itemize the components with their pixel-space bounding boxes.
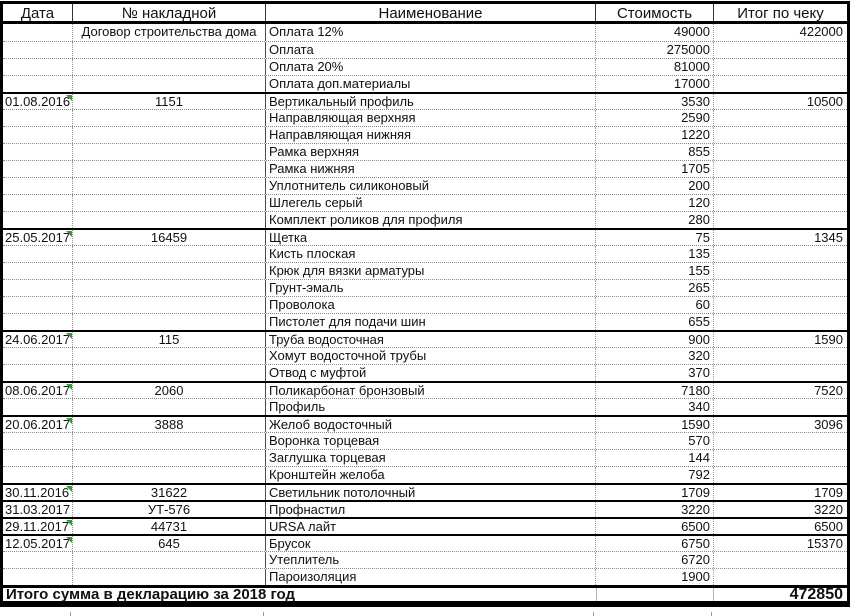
date-cell[interactable] bbox=[3, 110, 73, 126]
cost-cell[interactable]: 6750 bbox=[596, 536, 714, 551]
table-row bbox=[3, 109, 847, 126]
table-row bbox=[3, 398, 847, 415]
table-header-row bbox=[3, 4, 847, 24]
invoice-cell[interactable]: 44731 bbox=[73, 519, 266, 534]
total-cell[interactable] bbox=[714, 280, 847, 296]
name-cell[interactable]: Уплотнитель силиконовый bbox=[266, 178, 596, 194]
table-row bbox=[3, 347, 847, 364]
invoice-cell[interactable]: 16459 bbox=[73, 230, 266, 245]
cost-cell[interactable]: 792 bbox=[596, 467, 714, 483]
cost-cell[interactable]: 200 bbox=[596, 178, 714, 194]
date-cell[interactable]: 31.03.2017 bbox=[3, 502, 73, 517]
invoice-cell[interactable]: 3888 bbox=[73, 417, 266, 432]
name-cell[interactable]: Желоб водосточный bbox=[266, 417, 596, 432]
green-corner-marker-icon bbox=[66, 333, 72, 339]
total-cell[interactable]: 7520 bbox=[814, 383, 843, 398]
total-cell[interactable] bbox=[714, 348, 847, 364]
name-cell[interactable]: Вертикальный профиль bbox=[266, 94, 596, 109]
total-cell[interactable]: 15370 bbox=[806, 536, 843, 551]
total-cell[interactable] bbox=[714, 399, 847, 415]
name-cell[interactable]: Воронка торцевая bbox=[266, 433, 596, 449]
name-cell[interactable]: Оплата доп.материалы bbox=[266, 76, 596, 92]
total-cell[interactable]: 3096 bbox=[814, 417, 843, 432]
name-cell[interactable]: Заглушка торцевая bbox=[266, 450, 596, 466]
date-cell[interactable] bbox=[3, 450, 73, 466]
cost-cell[interactable]: 2590 bbox=[596, 110, 714, 126]
name-cell[interactable]: Оплата bbox=[266, 42, 596, 58]
table-row bbox=[3, 330, 847, 347]
date-cell[interactable]: 20.06.2017 bbox=[3, 417, 73, 432]
invoice-cell[interactable]: 1151 bbox=[73, 94, 266, 109]
invoice-cell[interactable]: 31622 bbox=[73, 485, 266, 500]
gridline-stub bbox=[70, 612, 71, 616]
table-row bbox=[3, 466, 847, 483]
invoice-cell[interactable] bbox=[73, 569, 266, 585]
date-cell[interactable] bbox=[3, 399, 73, 415]
cost-cell[interactable]: 280 bbox=[596, 212, 714, 228]
date-cell[interactable] bbox=[3, 127, 73, 143]
invoice-cell[interactable] bbox=[73, 450, 266, 466]
cost-cell[interactable]: 17000 bbox=[596, 76, 714, 92]
invoice-cell[interactable] bbox=[73, 178, 266, 194]
green-corner-marker-icon bbox=[66, 537, 72, 543]
name-cell[interactable]: Комплект роликов для профиля bbox=[266, 212, 596, 228]
invoice-cell[interactable] bbox=[73, 59, 266, 75]
total-cell[interactable]: 1590 bbox=[814, 332, 843, 347]
table-row bbox=[3, 483, 847, 500]
header-date[interactable]: Дата bbox=[3, 4, 73, 21]
table-row bbox=[3, 211, 847, 228]
table-row bbox=[3, 245, 847, 262]
date-cell[interactable]: 01.08.2016 bbox=[3, 94, 73, 109]
date-cell[interactable] bbox=[3, 467, 73, 483]
name-cell[interactable]: Оплата 20% bbox=[266, 59, 596, 75]
invoice-cell[interactable] bbox=[73, 433, 266, 449]
table-row bbox=[3, 41, 847, 58]
name-cell[interactable]: Рамка нижняя bbox=[266, 161, 596, 177]
table-row bbox=[3, 262, 847, 279]
header-name[interactable]: Наименование bbox=[266, 4, 596, 21]
date-cell[interactable] bbox=[3, 433, 73, 449]
table-footer-row bbox=[3, 585, 847, 604]
date-cell[interactable] bbox=[3, 348, 73, 364]
cost-cell[interactable]: 1590 bbox=[596, 417, 714, 432]
total-cell[interactable] bbox=[714, 450, 847, 466]
cost-cell[interactable]: 49000 bbox=[596, 24, 714, 41]
invoice-cell[interactable] bbox=[73, 76, 266, 92]
total-cell[interactable]: 3220 bbox=[814, 502, 843, 517]
invoice-cell[interactable] bbox=[73, 42, 266, 58]
total-cell[interactable] bbox=[714, 467, 847, 483]
table-row bbox=[3, 228, 847, 245]
name-cell[interactable]: Пароизоляция bbox=[266, 569, 596, 585]
header-invoice[interactable]: № накладной bbox=[73, 4, 266, 21]
name-cell[interactable]: Грунт-эмаль bbox=[266, 280, 596, 296]
total-cell[interactable] bbox=[714, 552, 847, 568]
cost-cell[interactable]: 370 bbox=[596, 365, 714, 381]
cost-cell[interactable]: 60 bbox=[596, 297, 714, 313]
total-cell[interactable]: 1709 bbox=[814, 485, 843, 500]
footer-cost-cell[interactable] bbox=[596, 588, 714, 601]
footer-label[interactable]: Итого сумма в декларацию за 2018 год bbox=[6, 586, 296, 603]
gridline-stub bbox=[263, 612, 264, 616]
invoice-cell[interactable] bbox=[73, 212, 266, 228]
name-cell[interactable]: Щетка bbox=[266, 230, 596, 245]
total-cell[interactable] bbox=[714, 569, 847, 585]
gridline-stub bbox=[711, 612, 712, 616]
cost-cell[interactable]: 75 bbox=[596, 230, 714, 245]
date-cell[interactable] bbox=[3, 263, 73, 279]
total-cell[interactable] bbox=[714, 161, 847, 177]
date-cell[interactable] bbox=[3, 76, 73, 92]
table-row bbox=[3, 75, 847, 92]
green-corner-marker-icon bbox=[66, 486, 72, 492]
cost-cell[interactable]: 81000 bbox=[596, 59, 714, 75]
invoice-cell[interactable] bbox=[73, 467, 266, 483]
date-cell[interactable] bbox=[3, 280, 73, 296]
name-cell[interactable]: Кисть плоская bbox=[266, 246, 596, 262]
table-row bbox=[3, 551, 847, 568]
date-cell[interactable] bbox=[3, 144, 73, 160]
date-cell[interactable] bbox=[3, 246, 73, 262]
total-cell[interactable] bbox=[714, 76, 847, 92]
invoice-cell[interactable] bbox=[73, 263, 266, 279]
invoice-cell[interactable] bbox=[73, 195, 266, 211]
cost-cell[interactable]: 265 bbox=[596, 280, 714, 296]
name-cell[interactable]: URSA лайт bbox=[266, 519, 596, 534]
cost-cell[interactable]: 655 bbox=[596, 314, 714, 330]
date-cell[interactable]: 12.05.2017 bbox=[3, 536, 73, 551]
invoice-cell[interactable] bbox=[73, 314, 266, 330]
table-row bbox=[3, 296, 847, 313]
total-cell[interactable]: 422000 bbox=[799, 24, 843, 39]
total-cell[interactable]: 10500 bbox=[806, 94, 843, 109]
date-cell[interactable] bbox=[3, 161, 73, 177]
total-cell[interactable] bbox=[714, 110, 847, 126]
cost-cell[interactable]: 1709 bbox=[596, 485, 714, 500]
invoice-cell[interactable] bbox=[73, 297, 266, 313]
invoice-cell[interactable] bbox=[73, 552, 266, 568]
date-cell[interactable] bbox=[3, 24, 73, 41]
date-cell[interactable] bbox=[3, 59, 73, 75]
name-cell[interactable]: Труба водосточная bbox=[266, 332, 596, 347]
invoice-cell[interactable]: 645 bbox=[73, 536, 266, 551]
name-cell[interactable]: Утеплитель bbox=[266, 552, 596, 568]
invoice-cell[interactable] bbox=[73, 399, 266, 415]
invoice-cell[interactable] bbox=[73, 280, 266, 296]
table-row bbox=[3, 160, 847, 177]
table-row bbox=[3, 126, 847, 143]
table-body bbox=[3, 24, 847, 585]
invoice-cell[interactable]: 2060 bbox=[73, 383, 266, 398]
cost-cell[interactable]: 6500 bbox=[596, 519, 714, 534]
date-cell[interactable]: 30.11.2016 bbox=[3, 485, 73, 500]
table-row bbox=[3, 381, 847, 398]
date-cell[interactable] bbox=[3, 569, 73, 585]
invoice-cell[interactable] bbox=[73, 127, 266, 143]
date-cell[interactable]: 29.11.2017 bbox=[3, 519, 73, 534]
cost-cell[interactable]: 155 bbox=[596, 263, 714, 279]
date-cell[interactable] bbox=[3, 42, 73, 58]
total-cell[interactable]: 6500 bbox=[814, 519, 843, 534]
table-row bbox=[3, 568, 847, 585]
invoice-cell[interactable]: 115 bbox=[73, 332, 266, 347]
cost-cell[interactable]: 570 bbox=[596, 433, 714, 449]
date-cell[interactable] bbox=[3, 195, 73, 211]
date-cell[interactable] bbox=[3, 365, 73, 381]
cost-cell[interactable]: 900 bbox=[596, 332, 714, 347]
cost-cell[interactable]: 340 bbox=[596, 399, 714, 415]
total-cell[interactable] bbox=[714, 42, 847, 58]
cost-cell[interactable]: 320 bbox=[596, 348, 714, 364]
green-corner-marker-icon bbox=[66, 418, 72, 424]
header-cost[interactable]: Стоимость bbox=[596, 4, 714, 21]
name-cell[interactable]: Поликарбонат бронзовый bbox=[266, 383, 596, 398]
table-row bbox=[3, 534, 847, 551]
table-row bbox=[3, 500, 847, 517]
invoice-cell[interactable] bbox=[73, 110, 266, 126]
table-row bbox=[3, 517, 847, 534]
name-cell[interactable]: Проволока bbox=[266, 297, 596, 313]
cost-cell[interactable]: 7180 bbox=[596, 383, 714, 398]
green-corner-marker-icon bbox=[66, 384, 72, 390]
total-cell[interactable] bbox=[714, 314, 847, 330]
cost-cell[interactable]: 1900 bbox=[596, 569, 714, 585]
name-cell[interactable]: Светильник потолочный bbox=[266, 485, 596, 500]
total-cell[interactable] bbox=[714, 144, 847, 160]
cost-cell[interactable]: 3530 bbox=[596, 94, 714, 109]
date-cell[interactable] bbox=[3, 212, 73, 228]
date-cell[interactable] bbox=[3, 178, 73, 194]
name-cell[interactable]: Рамка верхняя bbox=[266, 144, 596, 160]
green-corner-marker-icon bbox=[66, 231, 72, 237]
table-row bbox=[3, 143, 847, 160]
total-cell[interactable]: 1345 bbox=[814, 230, 843, 245]
table-row bbox=[3, 24, 847, 41]
invoice-cell[interactable] bbox=[73, 161, 266, 177]
total-cell[interactable] bbox=[714, 127, 847, 143]
name-cell[interactable]: Шлегель серый bbox=[266, 195, 596, 211]
name-cell[interactable]: Направляющая верхняя bbox=[266, 110, 596, 126]
footer-total-value[interactable]: 472850 bbox=[789, 586, 843, 603]
cost-cell[interactable]: 1705 bbox=[596, 161, 714, 177]
name-cell[interactable]: Профиль bbox=[266, 399, 596, 415]
table-row bbox=[3, 415, 847, 432]
total-cell[interactable] bbox=[714, 246, 847, 262]
name-cell[interactable]: Хомут водосточной трубы bbox=[266, 348, 596, 364]
table-row bbox=[3, 92, 847, 109]
expenses-table bbox=[0, 1, 850, 607]
table-row bbox=[3, 279, 847, 296]
green-corner-marker-icon bbox=[66, 520, 72, 526]
name-cell[interactable]: Брусок bbox=[266, 536, 596, 551]
total-cell[interactable] bbox=[714, 178, 847, 194]
invoice-cell[interactable]: Договор строительства дома bbox=[73, 24, 266, 41]
name-cell[interactable]: Крюк для вязки арматуры bbox=[266, 263, 596, 279]
cost-cell[interactable]: 6720 bbox=[596, 552, 714, 568]
cost-cell[interactable]: 275000 bbox=[596, 42, 714, 58]
table-row bbox=[3, 58, 847, 75]
total-cell[interactable] bbox=[714, 365, 847, 381]
total-cell[interactable] bbox=[714, 59, 847, 75]
gridline-stub bbox=[593, 612, 594, 616]
cost-cell[interactable]: 135 bbox=[596, 246, 714, 262]
invoice-cell[interactable] bbox=[73, 144, 266, 160]
name-cell[interactable]: Профнастил bbox=[266, 502, 596, 517]
invoice-cell[interactable] bbox=[73, 365, 266, 381]
table-row bbox=[3, 364, 847, 381]
cost-cell[interactable]: 1220 bbox=[596, 127, 714, 143]
name-cell[interactable]: Кронштейн желоба bbox=[266, 467, 596, 483]
invoice-cell[interactable]: УТ-576 bbox=[73, 502, 266, 517]
total-cell[interactable] bbox=[714, 195, 847, 211]
header-total[interactable]: Итог по чеку bbox=[737, 5, 824, 21]
table-row bbox=[3, 449, 847, 466]
date-cell[interactable]: 08.06.2017 bbox=[3, 383, 73, 398]
table-row bbox=[3, 177, 847, 194]
cost-cell[interactable]: 144 bbox=[596, 450, 714, 466]
name-cell[interactable]: Пистолет для подачи шин bbox=[266, 314, 596, 330]
date-cell[interactable] bbox=[3, 314, 73, 330]
total-cell[interactable] bbox=[714, 433, 847, 449]
date-cell[interactable] bbox=[3, 297, 73, 313]
date-cell[interactable]: 24.06.2017 bbox=[3, 332, 73, 347]
total-cell[interactable] bbox=[714, 212, 847, 228]
table-row bbox=[3, 194, 847, 211]
total-cell[interactable] bbox=[714, 297, 847, 313]
table-row bbox=[3, 313, 847, 330]
cost-cell[interactable]: 855 bbox=[596, 144, 714, 160]
green-corner-marker-icon bbox=[66, 95, 72, 101]
date-cell[interactable] bbox=[3, 552, 73, 568]
name-cell[interactable]: Оплата 12% bbox=[266, 24, 596, 41]
name-cell[interactable]: Направляющая нижняя bbox=[266, 127, 596, 143]
date-cell[interactable]: 25.05.2017 bbox=[3, 230, 73, 245]
name-cell[interactable]: Отвод с муфтой bbox=[266, 365, 596, 381]
total-cell[interactable] bbox=[714, 263, 847, 279]
invoice-cell[interactable] bbox=[73, 348, 266, 364]
table-row bbox=[3, 432, 847, 449]
cost-cell[interactable]: 3220 bbox=[596, 502, 714, 517]
invoice-cell[interactable] bbox=[73, 246, 266, 262]
cost-cell[interactable]: 120 bbox=[596, 195, 714, 211]
